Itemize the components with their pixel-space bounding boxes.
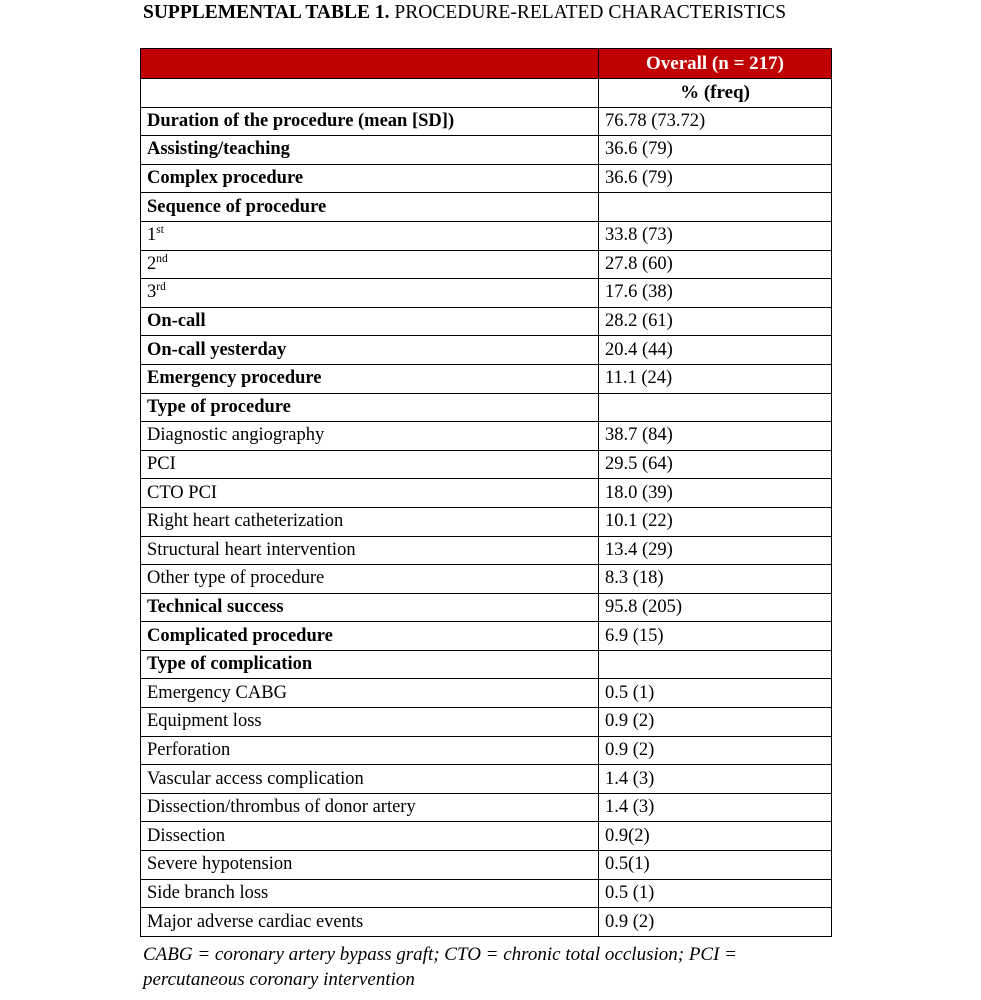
table-row: [141, 107, 832, 136]
row-label-cell: Emergency procedure: [141, 364, 599, 393]
table-row: [141, 708, 832, 737]
row-label-cell: On-call: [141, 307, 599, 336]
table-number-label: SUPPLEMENTAL TABLE 1.: [143, 2, 390, 23]
row-value-cell: 0.5(1): [599, 851, 832, 880]
table-row: [141, 193, 832, 222]
table-row: [141, 279, 832, 308]
row-label-cell: Technical success: [141, 593, 599, 622]
page-title: [143, 0, 843, 25]
table-row: [141, 221, 832, 250]
table-row: [141, 622, 832, 651]
header-cell-label: [141, 49, 599, 79]
row-value-cell: 29.5 (64): [599, 450, 832, 479]
row-label-cell: 1st: [141, 221, 599, 250]
row-label-cell: Equipment loss: [141, 708, 599, 737]
table-row: [141, 650, 832, 679]
table-row: [141, 536, 832, 565]
row-label-cell: Diagnostic angiography: [141, 422, 599, 451]
row-label-cell: Dissection/thrombus of donor artery: [141, 793, 599, 822]
row-label-cell: Duration of the procedure (mean [SD]): [141, 107, 599, 136]
row-label-cell: Complex procedure: [141, 164, 599, 193]
row-value-cell: 20.4 (44): [599, 336, 832, 365]
row-value-cell: 0.5 (1): [599, 679, 832, 708]
table-row: [141, 593, 832, 622]
header-cell-overall: Overall (n = 217): [599, 49, 832, 79]
table-header-row: [141, 49, 832, 79]
table-row: [141, 851, 832, 880]
table-row: [141, 793, 832, 822]
row-value-cell: 0.5 (1): [599, 879, 832, 908]
table-row: [141, 565, 832, 594]
row-label-cell: Complicated procedure: [141, 622, 599, 651]
table-row: [141, 736, 832, 765]
row-value-cell: 95.8 (205): [599, 593, 832, 622]
row-label-cell: Severe hypotension: [141, 851, 599, 880]
row-value-cell: 11.1 (24): [599, 364, 832, 393]
row-value-cell: 17.6 (38): [599, 279, 832, 308]
table-body: [141, 107, 832, 936]
row-value-cell: 36.6 (79): [599, 136, 832, 165]
row-label-cell: Side branch loss: [141, 879, 599, 908]
row-value-cell: 10.1 (22): [599, 507, 832, 536]
row-label-cell: On-call yesterday: [141, 336, 599, 365]
row-value-cell: 8.3 (18): [599, 565, 832, 594]
row-label-cell: Sequence of procedure: [141, 193, 599, 222]
table-row: [141, 908, 832, 937]
table-row: [141, 307, 832, 336]
supplemental-table-1: [140, 48, 831, 937]
row-label-cell: Emergency CABG: [141, 679, 599, 708]
row-label-cell: Assisting/teaching: [141, 136, 599, 165]
table-row: [141, 364, 832, 393]
table-row: [141, 507, 832, 536]
row-value-cell: 0.9(2): [599, 822, 832, 851]
row-value-cell: 33.8 (73): [599, 221, 832, 250]
ordinal-suffix: nd: [156, 252, 168, 265]
row-value-cell: 6.9 (15): [599, 622, 832, 651]
row-label-cell: Right heart catheterization: [141, 507, 599, 536]
row-label-cell: 3rd: [141, 279, 599, 308]
table-footnote: CABG = coronary artery bypass graft; CTO = chronic total occlusion; PCI = percutaneous coronary intervention: [143, 944, 737, 990]
row-label-cell: Perforation: [141, 736, 599, 765]
row-label-cell: 2nd: [141, 250, 599, 279]
subheader-cell-label: [141, 79, 599, 108]
ordinal-suffix: rd: [156, 281, 166, 294]
row-value-cell: 28.2 (61): [599, 307, 832, 336]
characteristics-table: [140, 48, 832, 937]
row-value-cell: 27.8 (60): [599, 250, 832, 279]
row-label-cell: PCI: [141, 450, 599, 479]
row-label-cell: Dissection: [141, 822, 599, 851]
table-row: [141, 450, 832, 479]
table-row: [141, 422, 832, 451]
row-label-cell: CTO PCI: [141, 479, 599, 508]
table-row: [141, 479, 832, 508]
row-value-cell: [599, 393, 832, 422]
ordinal-suffix: st: [156, 224, 164, 237]
table-row: [141, 136, 832, 165]
table-head: [141, 49, 832, 108]
row-label-cell: Structural heart intervention: [141, 536, 599, 565]
row-value-cell: 76.78 (73.72): [599, 107, 832, 136]
table-row: [141, 336, 832, 365]
row-value-cell: 36.6 (79): [599, 164, 832, 193]
row-value-cell: 0.9 (2): [599, 708, 832, 737]
row-value-cell: 1.4 (3): [599, 793, 832, 822]
row-label-cell: Other type of procedure: [141, 565, 599, 594]
row-label-cell: Major adverse cardiac events: [141, 908, 599, 937]
table-row: [141, 164, 832, 193]
row-value-cell: [599, 650, 832, 679]
row-label-cell: Vascular access complication: [141, 765, 599, 794]
table-title-text: PROCEDURE-RELATED CHARACTERISTICS: [389, 2, 787, 23]
table-row: [141, 822, 832, 851]
row-value-cell: 38.7 (84): [599, 422, 832, 451]
table-row: [141, 765, 832, 794]
row-value-cell: 0.9 (2): [599, 736, 832, 765]
table-row: [141, 879, 832, 908]
table-row: [141, 679, 832, 708]
row-value-cell: 0.9 (2): [599, 908, 832, 937]
table-row: [141, 250, 832, 279]
row-value-cell: 1.4 (3): [599, 765, 832, 794]
row-value-cell: 18.0 (39): [599, 479, 832, 508]
row-label-cell: Type of complication: [141, 650, 599, 679]
row-value-cell: 13.4 (29): [599, 536, 832, 565]
table-subheader-row: [141, 79, 832, 108]
subheader-cell-units: % (freq): [599, 79, 832, 108]
row-label-cell: Type of procedure: [141, 393, 599, 422]
table-row: [141, 393, 832, 422]
row-value-cell: [599, 193, 832, 222]
